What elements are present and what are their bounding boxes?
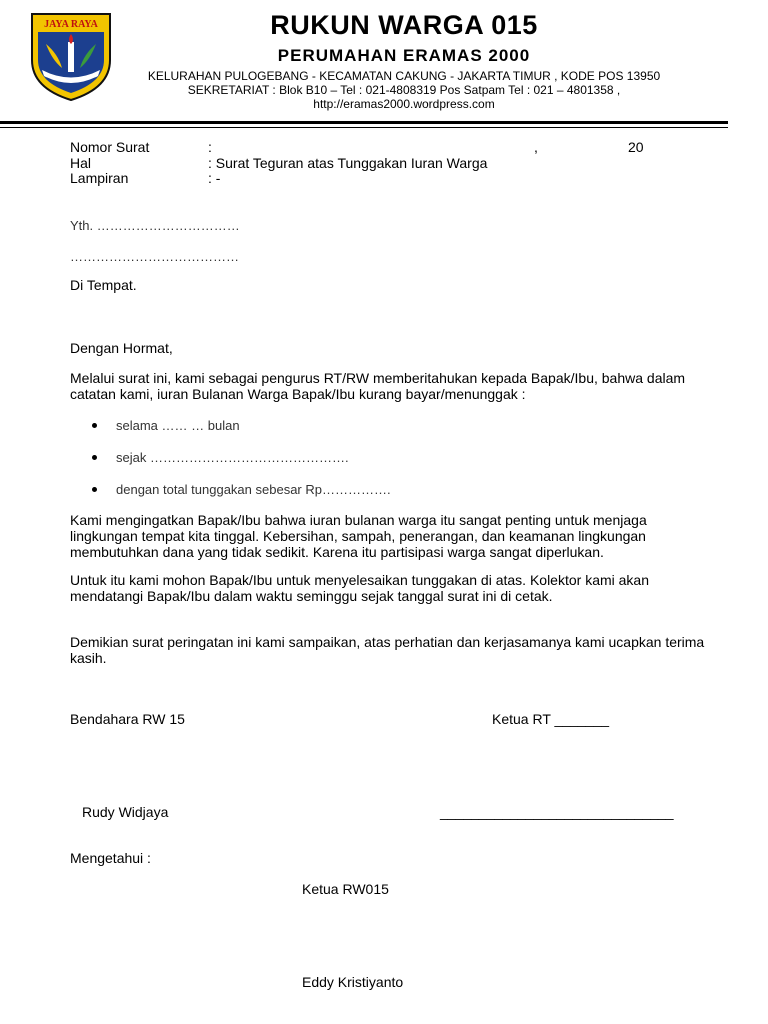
header-divider-thin bbox=[0, 127, 728, 128]
acknowledge-label: Mengetahui : bbox=[70, 850, 151, 866]
recipient-place: Di Tempat. bbox=[70, 277, 137, 293]
signature-center-title: Ketua RW015 bbox=[302, 881, 389, 897]
salutation: Dengan Hormat, bbox=[70, 340, 173, 356]
date-comma: , bbox=[534, 139, 538, 155]
intro-paragraph: Melalui surat ini, kami sebagai pengurus RT/RW memberitahukan kepada Bapak/Ibu, bahwa dalam catatan kami, iuran Bulanan Warga Bapak/Ibu kurang bayar/menunggak : bbox=[70, 370, 686, 402]
header-divider-thick bbox=[0, 121, 728, 124]
jaya-raya-logo bbox=[28, 10, 114, 102]
signature-right-title: Ketua RT _______ bbox=[492, 711, 610, 727]
nomor-surat-label: Nomor Surat bbox=[70, 139, 150, 155]
hal-value: : Surat Teguran atas Tunggakan Iuran Warga bbox=[208, 155, 488, 171]
org-subtitle: PERUMAHAN ERAMAS 2000 bbox=[277, 46, 531, 65]
signature-left-name: Rudy Widjaya bbox=[82, 804, 169, 820]
signature-center-name: Eddy Kristiyanto bbox=[302, 974, 404, 990]
paragraph-reminder: Kami mengingatkan Bapak/Ibu bahwa iuran bulanan warga itu sangat penting untuk menjaga lingkungan tempat kita tinggal. Kebersihan, sampah, penerangan, dan keamanan lingkungan membutuhkan dana yang tidak sedikit. Karena itu partisipasi warga sangat diperlukan. bbox=[70, 512, 647, 560]
nomor-surat-value: : bbox=[208, 139, 212, 155]
signature-left-title: Bendahara RW 15 bbox=[70, 711, 185, 727]
logo-text: JAYA RAYA bbox=[44, 19, 98, 30]
recipient-yth: Yth. …………………………… bbox=[70, 218, 240, 233]
recipient-line-2: ………………………………… bbox=[70, 249, 239, 264]
bullet-item-since: sejak ………………………………………. bbox=[116, 450, 349, 465]
date-year: 20 bbox=[628, 139, 644, 155]
lampiran-label: Lampiran bbox=[70, 170, 129, 186]
bullet-marker bbox=[92, 423, 97, 428]
address-line-1: KELURAHAN PULOGEBANG - KECAMATAN CAKUNG - JAKARTA TIMUR , KODE POS 13950 bbox=[147, 69, 661, 83]
lampiran-value: : - bbox=[208, 170, 221, 186]
org-title: RUKUN WARGA 015 bbox=[270, 10, 538, 40]
bullet-marker bbox=[92, 455, 97, 460]
paragraph-request: Untuk itu kami mohon Bapak/Ibu untuk menyelesaikan tunggakan di atas. Kolektor kami akan mendatangi Bapak/Ibu dalam waktu seminggu sejak tanggal surat ini di cetak. bbox=[70, 572, 649, 604]
address-line-2: SEKRETARIAT : Blok B10 – Tel : 021-4808319 Pos Satpam Tel : 021 – 4801358 , bbox=[187, 83, 621, 97]
paragraph-closing: Demikian surat peringatan ini kami sampaikan, atas perhatian dan kerjasamanya kami ucapkan terima kasih. bbox=[70, 634, 705, 666]
website-link[interactable]: http://eramas2000.wordpress.com bbox=[313, 97, 495, 111]
bullet-item-total: dengan total tunggakan sebesar Rp……………. bbox=[116, 482, 391, 497]
hal-label: Hal bbox=[70, 155, 92, 171]
bullet-item-duration: selama …… … bulan bbox=[116, 418, 240, 433]
bullet-marker bbox=[92, 487, 97, 492]
signature-right-line: ______________________________ bbox=[440, 804, 674, 820]
